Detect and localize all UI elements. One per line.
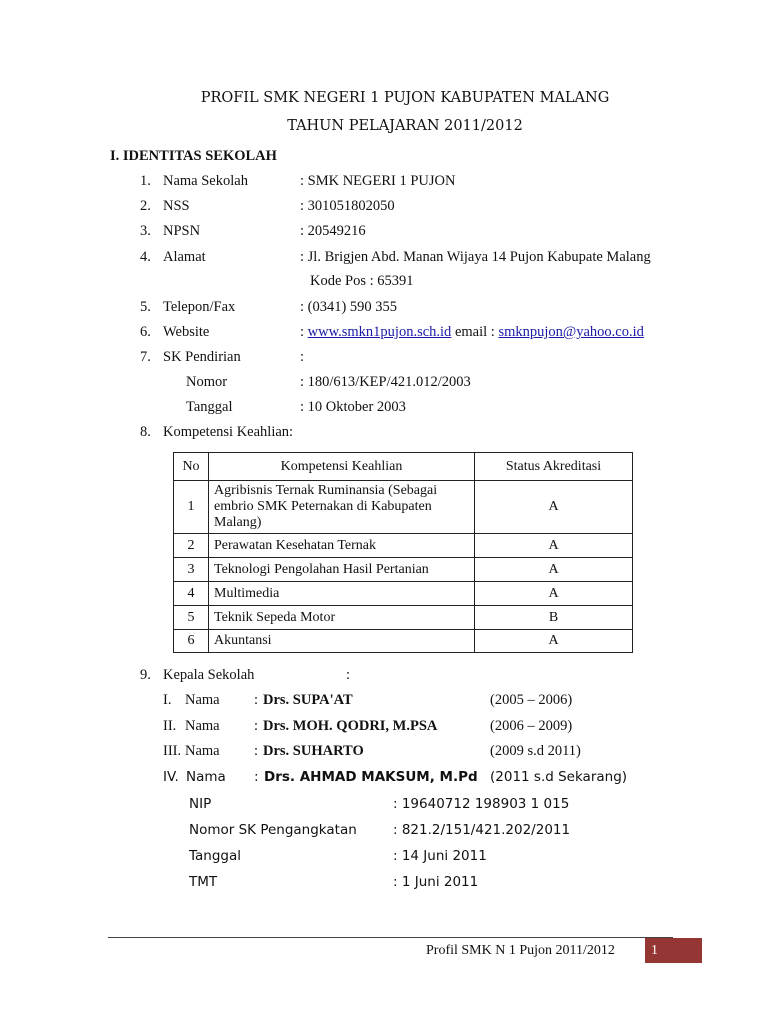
principal-name: Drs. SUHARTO: [263, 743, 364, 759]
page-number: 1: [645, 938, 702, 963]
principal-period: (2009 s.d 2011): [490, 743, 581, 759]
cell-status: A: [475, 481, 633, 534]
principal-period: (2005 – 2006): [490, 692, 573, 708]
detail-label: NIP: [189, 796, 212, 812]
cell-no: 2: [174, 534, 209, 558]
cell-no: 3: [174, 558, 209, 582]
item-value: : Jl. Brigjen Abd. Manan Wijaya 14 Pujon Kabupate Malang: [300, 249, 651, 265]
item-label: Kompetensi Keahlian:: [163, 424, 294, 440]
roman-numeral: IV.: [163, 769, 179, 785]
principal-label: Nama: [185, 718, 220, 734]
item-number: 1.: [140, 173, 151, 189]
sub-value: : 10 Oktober 2003: [300, 399, 406, 415]
cell-status: A: [475, 582, 633, 606]
item-value-postcode: Kode Pos : 65391: [310, 273, 414, 289]
item-number: 4.: [140, 249, 151, 265]
cell-name: Teknologi Pengolahan Hasil Pertanian: [209, 558, 475, 582]
cell-name: Akuntansi: [209, 630, 475, 653]
sub-label: Tanggal: [186, 399, 233, 415]
colon: :: [254, 718, 259, 734]
item-value: : SMK NEGERI 1 PUJON: [300, 173, 456, 189]
item-label: NPSN: [163, 223, 201, 239]
table-row: [174, 630, 633, 653]
item-label: Alamat: [163, 249, 206, 265]
cell-status: A: [475, 630, 633, 653]
cell-no: 5: [174, 606, 209, 630]
roman-numeral: I.: [163, 692, 172, 708]
item-label: Telepon/Fax: [163, 299, 236, 315]
principal-period: (2006 – 2009): [490, 718, 573, 734]
principal-name: Drs. MOH. QODRI, M.PSA: [263, 718, 438, 734]
roman-numeral: II.: [163, 718, 177, 734]
sub-value: : 180/613/KEP/421.012/2003: [300, 374, 471, 390]
principal-label: Nama: [185, 692, 220, 708]
website-link[interactable]: www.smkn1pujon.sch.id: [307, 324, 452, 340]
principal-name: Drs. AHMAD MAKSUM, M.Pd: [264, 769, 478, 785]
colon: :: [346, 667, 351, 683]
item-label: Nama Sekolah: [163, 173, 248, 189]
detail-value: : 1 Juni 2011: [393, 874, 479, 890]
header-status: Status Akreditasi: [475, 453, 633, 481]
detail-label: Nomor SK Pengangkatan: [189, 822, 357, 838]
detail-value: : 821.2/151/421.202/2011: [393, 822, 571, 838]
cell-name: Agribisnis Ternak Ruminansia (Sebagai embrio SMK Peternakan di Kabupaten Malang): [209, 481, 475, 534]
principal-label: Nama: [186, 769, 226, 785]
principal-label: Nama: [185, 743, 220, 759]
cell-status: A: [475, 534, 633, 558]
footer-divider: [108, 937, 673, 938]
cell-status: B: [475, 606, 633, 630]
header-competency: Kompetensi Keahlian: [209, 453, 475, 481]
cell-status: A: [475, 558, 633, 582]
item-value: :: [300, 349, 305, 365]
cell-no: 4: [174, 582, 209, 606]
colon: :: [254, 769, 259, 785]
cell-name: Multimedia: [209, 582, 475, 606]
item-label: NSS: [163, 198, 190, 214]
item-number: 7.: [140, 349, 151, 365]
table-row: [174, 606, 633, 630]
principal-name: Drs. SUPA'AT: [263, 692, 353, 708]
colon: :: [300, 324, 308, 340]
cell-name: Teknik Sepeda Motor: [209, 606, 475, 630]
item-number: 5.: [140, 299, 151, 315]
detail-label: TMT: [189, 874, 218, 890]
colon: :: [254, 692, 259, 708]
competency-table: [173, 452, 633, 653]
item-number: 6.: [140, 324, 151, 340]
item-number: 2.: [140, 198, 151, 214]
email-label: email :: [451, 324, 499, 340]
item-label: Kepala Sekolah: [163, 667, 255, 683]
table-row: [174, 481, 633, 534]
detail-label: Tanggal: [189, 848, 242, 864]
email-link[interactable]: smknpujon@yahoo.co.id: [498, 324, 644, 340]
table-row: [174, 582, 633, 606]
item-value: : 301051802050: [300, 198, 395, 214]
title-line-2: TAHUN PELAJARAN 2011/2012: [287, 118, 523, 134]
cell-no: 6: [174, 630, 209, 653]
cell-no: 1: [174, 481, 209, 534]
principal-period: (2011 s.d Sekarang): [490, 769, 628, 785]
item-label: Website: [163, 324, 210, 340]
table-row: [174, 534, 633, 558]
header-no: No: [174, 453, 209, 481]
item-label: SK Pendirian: [163, 349, 241, 365]
roman-numeral: III.: [163, 743, 182, 759]
section-heading: I. IDENTITAS SEKOLAH: [110, 148, 277, 164]
item-number: 8.: [140, 424, 151, 440]
sub-label: Nomor: [186, 374, 228, 390]
item-value: : 20549216: [300, 223, 366, 239]
item-number: 9.: [140, 667, 151, 683]
footer-text: Profil SMK N 1 Pujon 2011/2012: [426, 943, 615, 958]
colon: :: [254, 743, 259, 759]
detail-value: : 19640712 198903 1 015: [393, 796, 570, 812]
detail-value: : 14 Juni 2011: [393, 848, 487, 864]
item-value: : (0341) 590 355: [300, 299, 398, 315]
table-row: [174, 558, 633, 582]
item-number: 3.: [140, 223, 151, 239]
table-header-row: [174, 453, 633, 481]
title-line-1: PROFIL SMK NEGERI 1 PUJON KABUPATEN MALANG: [200, 90, 610, 106]
item-value: [300, 324, 644, 341]
cell-name: Perawatan Kesehatan Ternak: [209, 534, 475, 558]
